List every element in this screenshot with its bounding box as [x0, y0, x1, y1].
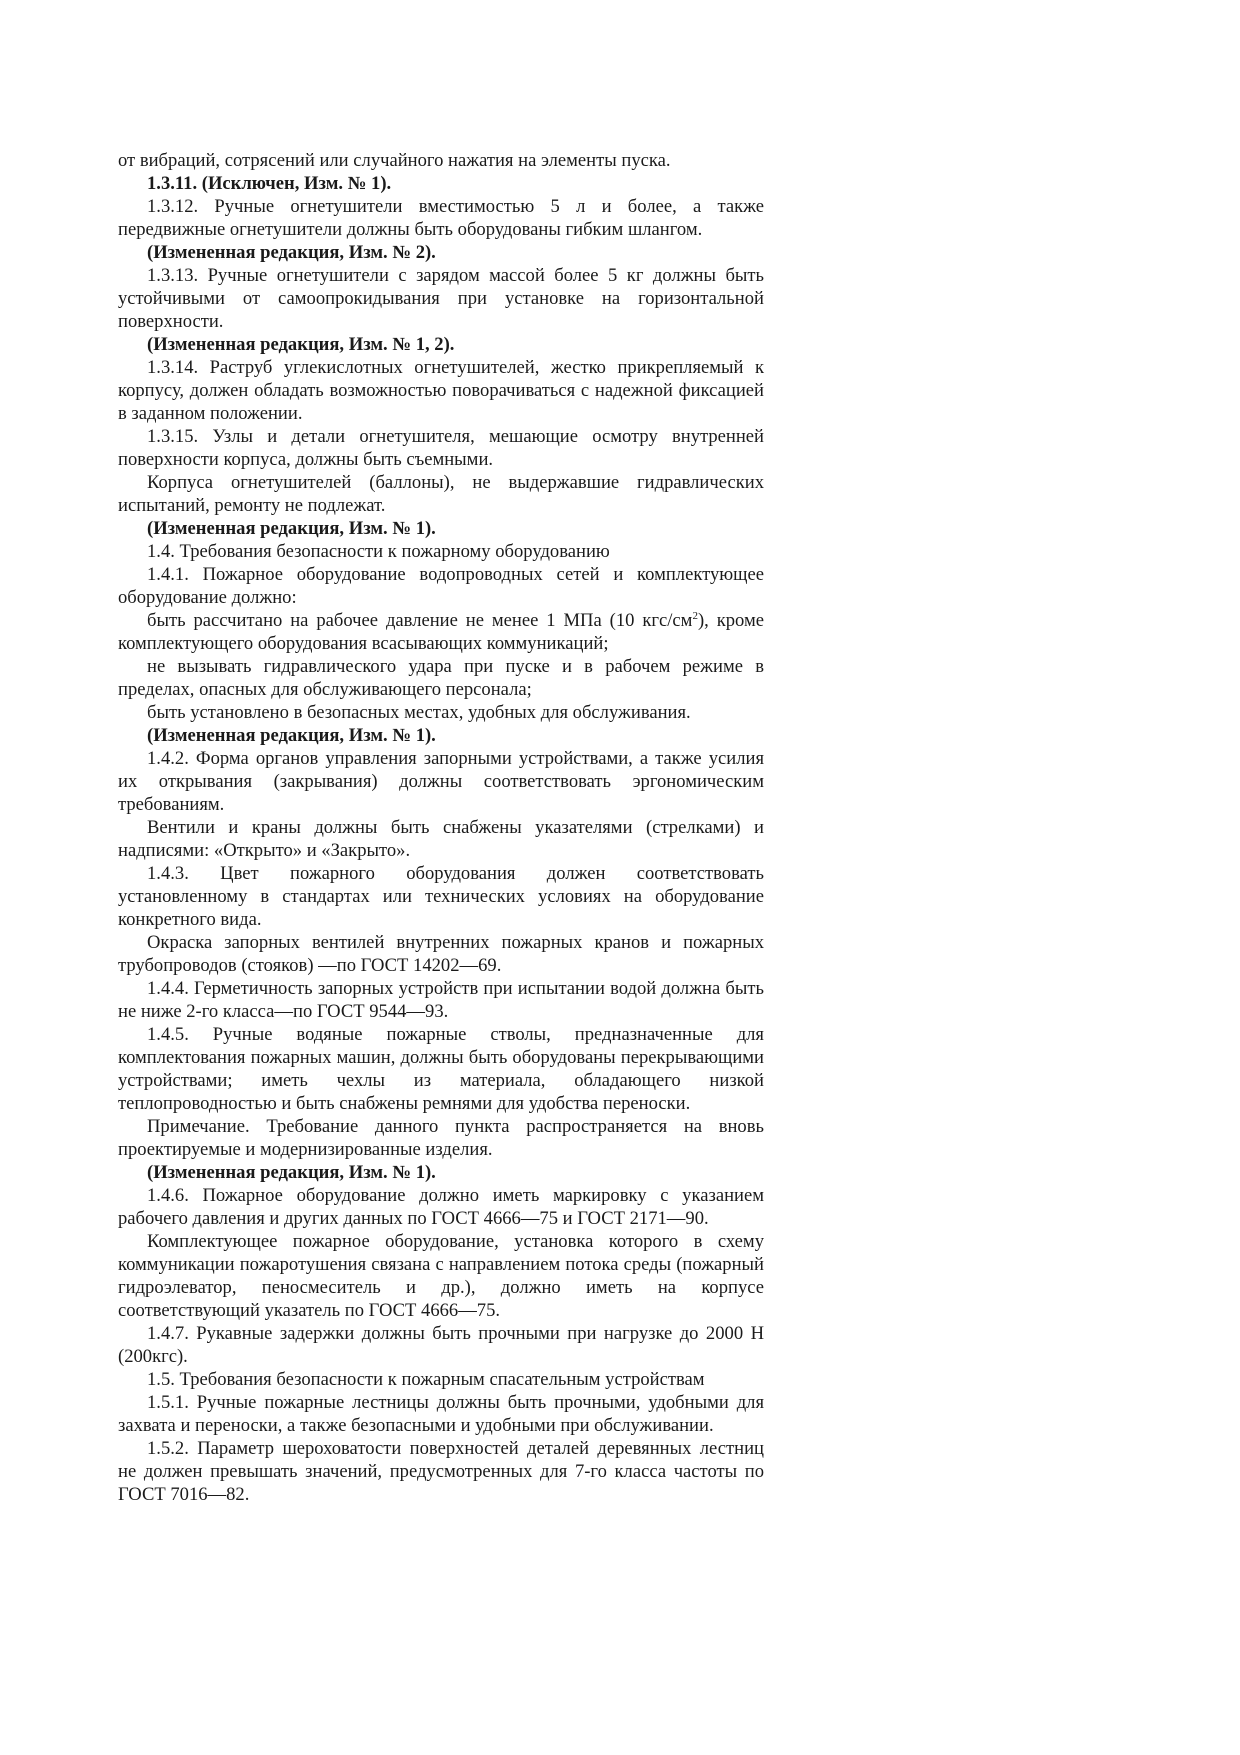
paragraph-body: Корпуса огнетушителей (баллоны), не выдержавшие гидравлических испытаний, ремонту не подлежат. [118, 472, 764, 516]
paragraph-1-3-14: 1.3.14. Раструб углекислотных огнетушителей, жестко прикрепляемый к корпусу, должен обладать возможностью поворачиваться с надежной фиксацией в заданном положении. [118, 357, 764, 424]
document-body [118, 149, 764, 1506]
paragraph-note: Примечание. Требование данного пункта распространяется на вновь проектируемые и модернизированные изделия. [118, 1116, 764, 1160]
paragraph-amendment-note: (Измененная редакция, Изм. № 1). [147, 725, 436, 746]
paragraph-1-4-4: 1.4.4. Герметичность запорных устройств при испытании водой должна быть не ниже 2-го класса—по ГОСТ 9544—93. [118, 978, 764, 1022]
paragraph-body: Окраска запорных вентилей внутренних пожарных кранов и пожарных трубопроводов (стояков) —по ГОСТ 14202—69. [118, 932, 764, 976]
paragraph-body: быть установлено в безопасных местах, удобных для обслуживания. [147, 702, 691, 723]
paragraph-continuation: от вибраций, сотрясений или случайного нажатия на элементы пуска. [118, 150, 671, 171]
paragraph-1-4-6: 1.4.6. Пожарное оборудование должно иметь маркировку с указанием рабочего давления и других данных по ГОСТ 4666—75 и ГОСТ 2171—90. [118, 1185, 764, 1229]
paragraph-pressure-requirement [118, 609, 764, 655]
paragraph-1-4-1: 1.4.1. Пожарное оборудование водопроводных сетей и комплектующее оборудование должно: [118, 564, 764, 608]
paragraph-1-3-15: 1.3.15. Узлы и детали огнетушителя, мешающие осмотру внутренней поверхности корпуса, должны быть съемными. [118, 426, 764, 470]
paragraph-1-4-3: 1.4.3. Цвет пожарного оборудования должен соответствовать установленному в стандартах или технических условиях на оборудование конкретного вида. [118, 863, 764, 930]
superscript-exponent: 2 [692, 609, 698, 622]
paragraph-body: Вентили и краны должны быть снабжены указателями (стрелками) и надписями: «Открыто» и «Закрыто». [118, 817, 764, 861]
paragraph-body: Комплектующее пожарное оборудование, установка которого в схему коммуникации пожаротушения связана с направлением потока среды (пожарный гидроэлеватор, пеносмеситель и др.), должно иметь на корпусе соответствующий указатель по ГОСТ 4666—75. [118, 1231, 764, 1321]
pressure-text-after: ), кроме комплектующего оборудования всасывающих коммуникаций; [118, 610, 765, 654]
section-heading-1-5: 1.5. Требования безопасности к пожарным спасательным устройствам [147, 1369, 705, 1390]
paragraph-body: не вызывать гидравлического удара при пуске и в рабочем режиме в пределах, опасных для обслуживающего персонала; [118, 656, 764, 700]
paragraph-1-5-2: 1.5.2. Параметр шероховатости поверхностей деталей деревянных лестниц не должен превышать значений, предусмотренных для 7-го класса частоты по ГОСТ 7016—82. [118, 1438, 764, 1505]
paragraph-amendment-note: (Измененная редакция, Изм. № 2). [147, 242, 436, 263]
paragraph-1-4-2: 1.4.2. Форма органов управления запорными устройствами, а также усилия их открывания (закрывания) должны соответствовать эргономическим требованиям. [118, 748, 764, 815]
paragraph-amendment-note: (Измененная редакция, Изм. № 1, 2). [147, 334, 455, 355]
paragraph-1-4-7: 1.4.7. Рукавные задержки должны быть прочными при нагрузке до 2000 Н (200кгс). [118, 1323, 764, 1367]
paragraph-1-5-1: 1.5.1. Ручные пожарные лестницы должны быть прочными, удобными для захвата и переноски, а также безопасными и удобными при обслуживании. [118, 1392, 764, 1436]
paragraph-amendment-note: (Измененная редакция, Изм. № 1). [147, 518, 436, 539]
section-heading-1-4: 1.4. Требования безопасности к пожарному оборудованию [147, 541, 610, 562]
paragraph-1-3-13: 1.3.13. Ручные огнетушители с зарядом массой более 5 кг должны быть устойчивыми от самоопрокидывания при установке на горизонтальной поверхности. [118, 265, 764, 332]
paragraph-1-4-5: 1.4.5. Ручные водяные пожарные стволы, предназначенные для комплектования пожарных машин, должны быть оборудованы перекрывающими устройствами; иметь чехлы из материала, обладающего низкой теплопроводностью и быть снабжены ремнями для удобства переноски. [118, 1024, 764, 1114]
paragraph-1-3-12: 1.3.12. Ручные огнетушители вместимостью 5 л и более, а также передвижные огнетушители должны быть оборудованы гибким шлангом. [118, 196, 764, 240]
paragraph-amendment-note: 1.3.11. (Исключен, Изм. № 1). [147, 173, 392, 194]
pressure-text-before: быть рассчитано на рабочее давление не менее 1 МПа (10 кгс/см [147, 610, 693, 631]
paragraph-amendment-note: (Измененная редакция, Изм. № 1). [147, 1162, 436, 1183]
